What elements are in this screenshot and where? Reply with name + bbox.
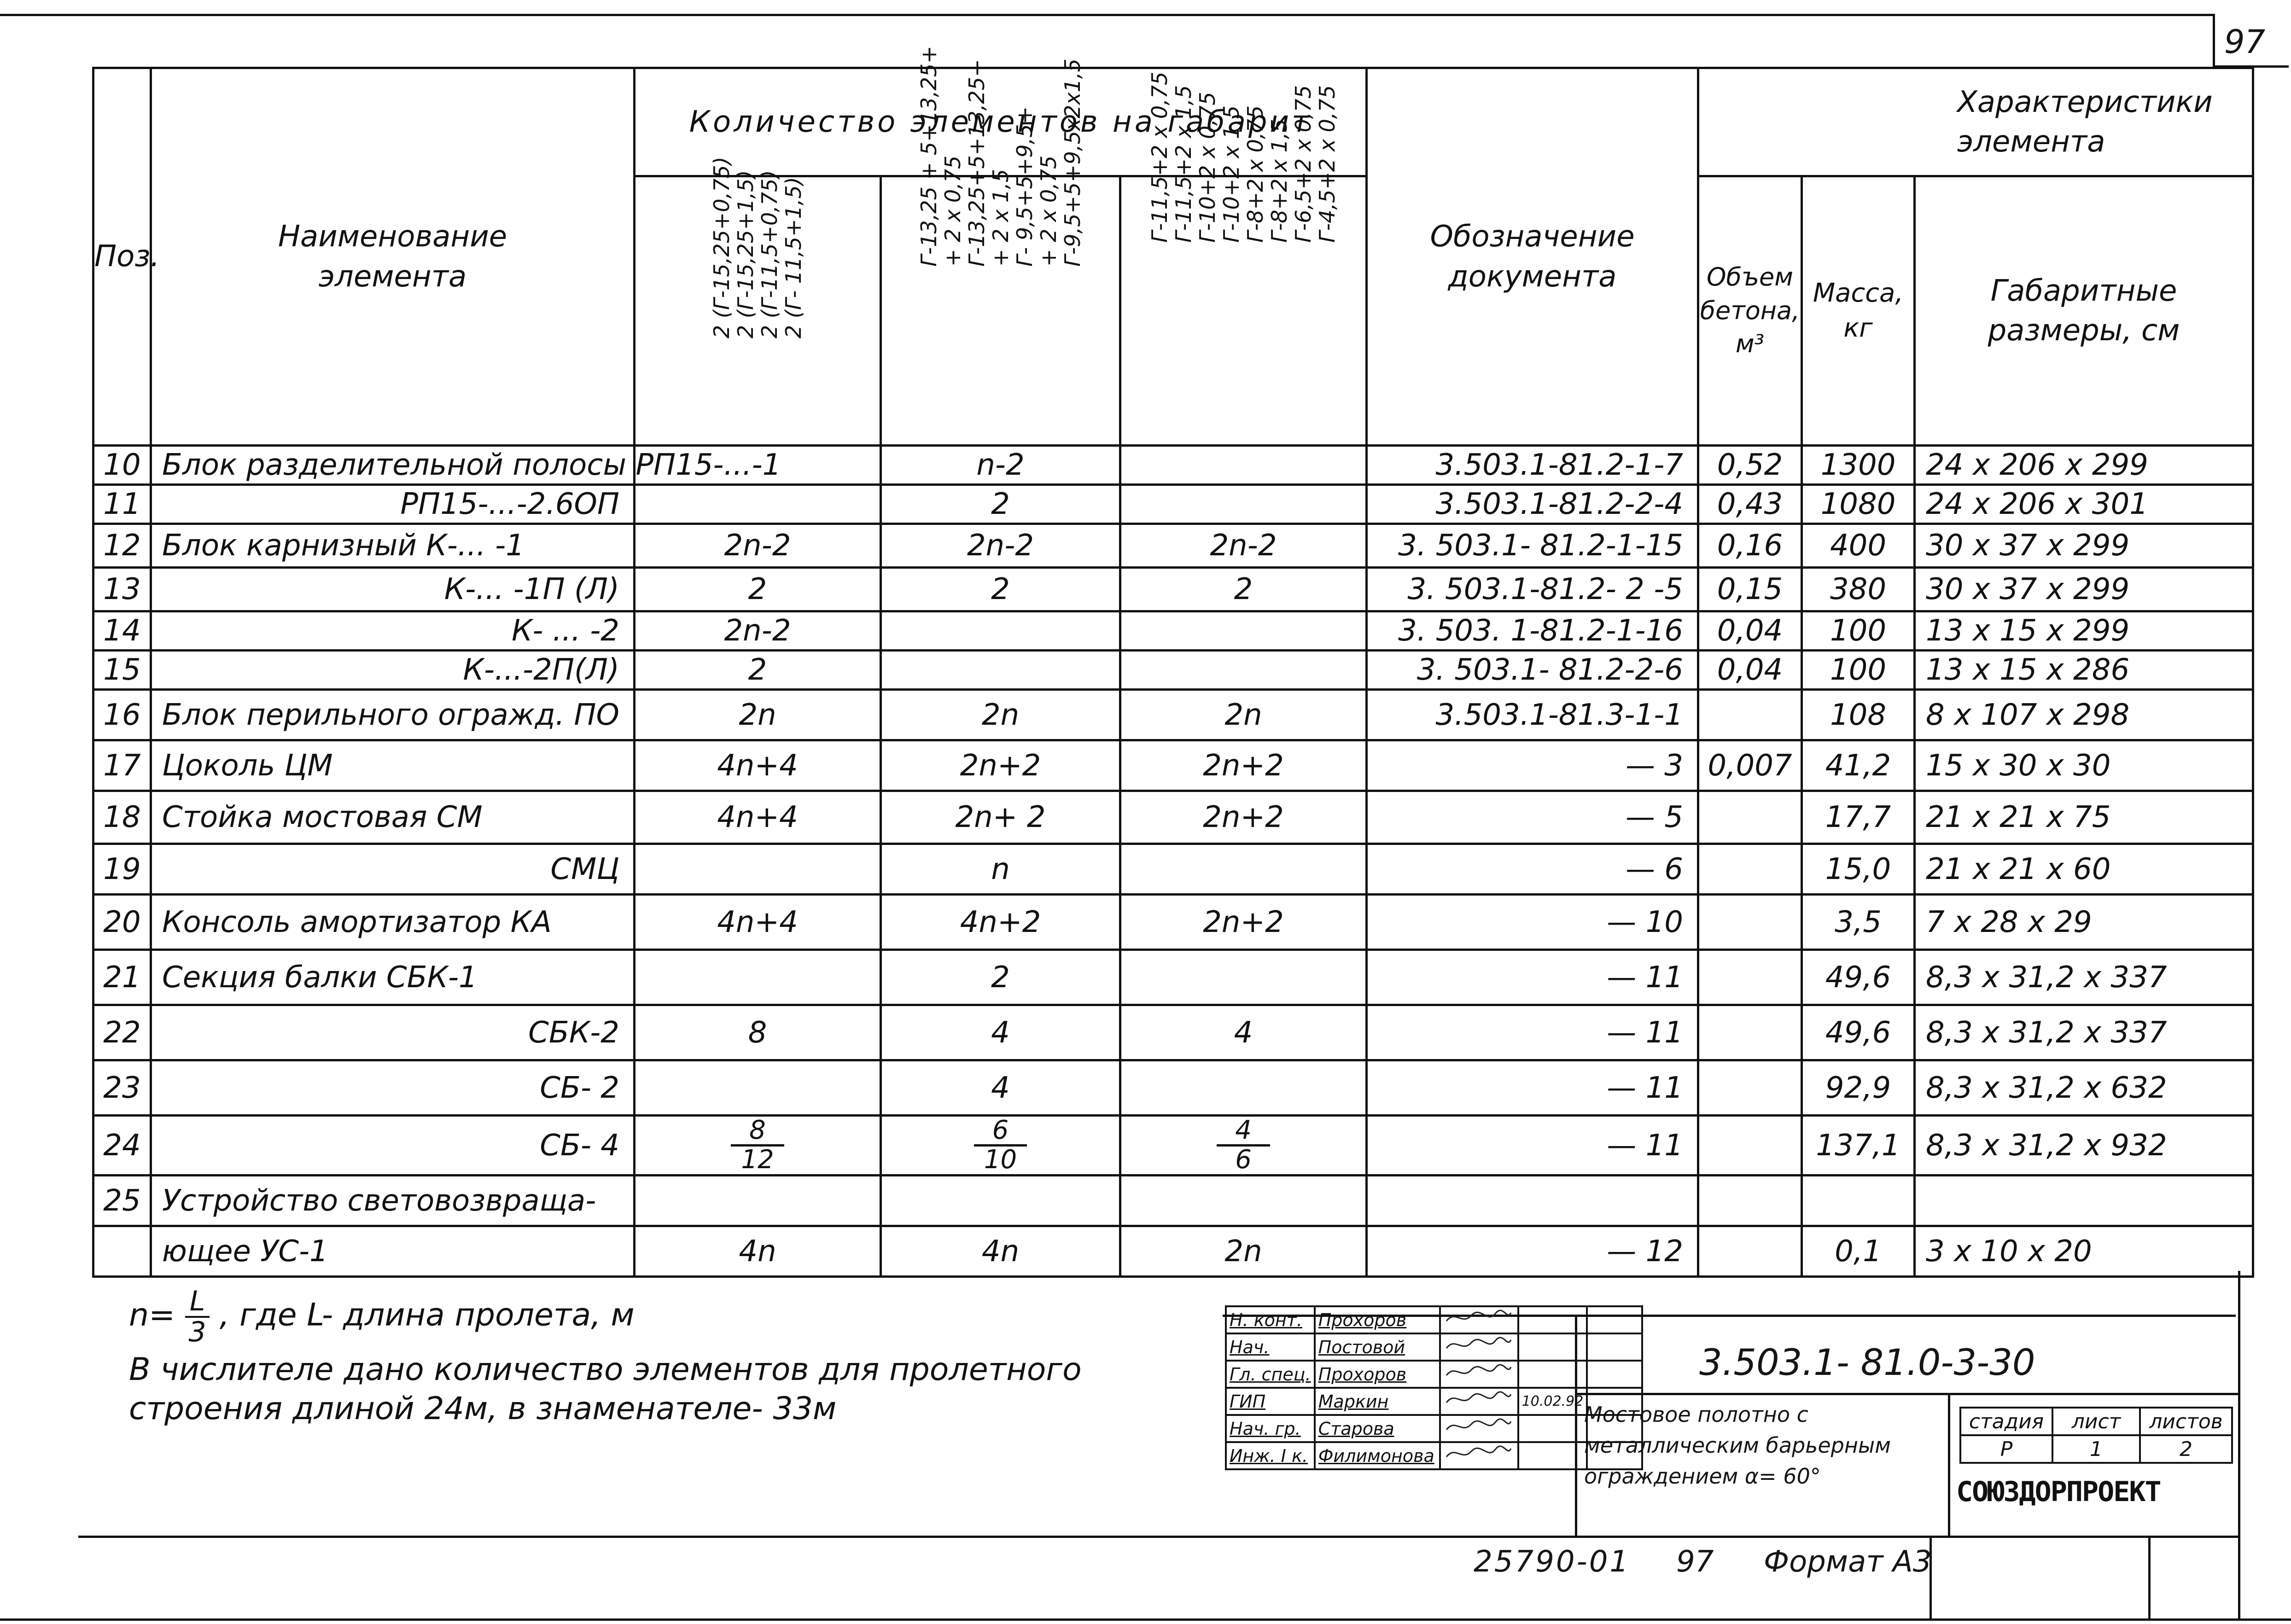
cell-designation: 3.503.1-81.2-1-7 <box>1367 446 1698 485</box>
cell-volume <box>1698 791 1802 844</box>
header-gabarit-3: Г-11,5+2 x 0,75 Г-11,5+2 x 1,5 Г-10+2 x 0,75 Г-10+2 x 1,5 Г-8+2 x 0,75 Г-8+2 x 1,5 Г-6,5+2 x 0,75 Г-4,5+2 x 0,75 <box>1120 176 1367 446</box>
header-name: Наименование элемента <box>151 68 635 446</box>
title-line-1: Мостовое полотно с <box>1584 1402 1808 1427</box>
cell-qty-1: 4n+4 <box>635 895 881 950</box>
cell-designation <box>1367 1176 1698 1226</box>
footer-box-divider <box>2148 1536 2151 1618</box>
cell-qty-3 <box>1120 485 1367 524</box>
cell-designation: 3.503.1-81.3-1-1 <box>1367 690 1698 740</box>
table-row <box>93 1116 2253 1176</box>
cell-qty-2: n <box>881 844 1120 895</box>
cell-dimensions: 30 x 37 x 299 <box>1915 524 2253 568</box>
cell-dimensions: 8,3 x 31,2 x 337 <box>1915 1005 2253 1060</box>
staff-date <box>1518 1442 1587 1469</box>
sheet-number: 97 <box>2224 23 2266 61</box>
cell-designation: 3. 503.1- 81.2-2-6 <box>1367 651 1698 690</box>
cell-name: К-...-2П(Л) <box>151 651 635 690</box>
table-row <box>93 740 2253 791</box>
sheet-label: лист <box>2052 1408 2140 1435</box>
cell-name: Блок перильного огражд. ПО <box>151 690 635 740</box>
cell-pos: 21 <box>93 950 151 1005</box>
staff-row <box>1226 1333 1642 1361</box>
cell-qty-1: 2 <box>635 651 881 690</box>
cell-dimensions: 8,3 x 31,2 x 337 <box>1915 950 2253 1005</box>
sheets-value: 2 <box>2140 1435 2232 1463</box>
cell-pos: 19 <box>93 844 151 895</box>
cell-qty-3: 4 <box>1120 1005 1367 1060</box>
table-row <box>93 568 2253 611</box>
staff-signature <box>1440 1361 1518 1388</box>
specification-table <box>92 46 2254 1278</box>
cell-qty-2 <box>881 1116 1120 1176</box>
cell-mass: 17,7 <box>1802 791 1915 844</box>
cell-name: Блок карнизный К-... -1 <box>151 524 635 568</box>
cell-volume <box>1698 844 1802 895</box>
cell-qty-3 <box>1120 1060 1367 1116</box>
cell-qty-3: 2 <box>1120 568 1367 611</box>
cell-volume <box>1698 1226 1802 1277</box>
cell-qty-1: 2n-2 <box>635 611 881 651</box>
table-row <box>93 611 2253 651</box>
staff-row <box>1226 1415 1642 1442</box>
signature-icon <box>1444 1389 1513 1410</box>
cell-pos: 10 <box>93 446 151 485</box>
cell-volume: 0,52 <box>1698 446 1802 485</box>
cell-pos: 20 <box>93 895 151 950</box>
cell-qty-2: 2n <box>881 690 1120 740</box>
cell-dimensions <box>1915 1176 2253 1226</box>
bottom-frame-line <box>0 1618 2291 1621</box>
cell-mass: 1080 <box>1802 485 1915 524</box>
cell-name: Блок разделительной полосы РП15-...-1 <box>151 446 635 485</box>
header-mass: Масса, кг <box>1802 176 1915 446</box>
cell-designation: 3.503.1-81.2-2-4 <box>1367 485 1698 524</box>
staff-extra <box>1587 1306 1642 1333</box>
cell-dimensions: 8 x 107 x 298 <box>1915 690 2253 740</box>
note-n-rhs: , где L- длина пролета, м <box>219 1297 635 1333</box>
title-code-line <box>1575 1393 2238 1395</box>
cell-qty-2: 2n-2 <box>881 524 1120 568</box>
staff-name: Прохоров <box>1315 1306 1440 1333</box>
fraction-denominator: 12 <box>741 1145 774 1175</box>
cell-volume: 0,16 <box>1698 524 1802 568</box>
cell-qty-1 <box>635 950 881 1005</box>
cell-volume: 0,007 <box>1698 740 1802 791</box>
staff-signatures <box>1225 1305 1643 1470</box>
cell-mass: 3,5 <box>1802 895 1915 950</box>
table-row <box>93 524 2253 568</box>
cell-qty-2: 4n+2 <box>881 895 1120 950</box>
staff-role: Нач. гр. <box>1226 1415 1315 1442</box>
table-row <box>93 446 2253 485</box>
table-row <box>93 690 2253 740</box>
cell-qty-1 <box>635 1176 881 1226</box>
footer-page: 97 <box>1676 1545 1714 1579</box>
cell-qty-1: 8 <box>635 1005 881 1060</box>
staff-name: Маркин <box>1315 1388 1440 1415</box>
cell-pos: 18 <box>93 791 151 844</box>
note-line-2: В числителе дано количество элементов для пролетного <box>129 1351 1082 1388</box>
organization-name: СОЮЗДОРПРОЕКТ <box>1956 1476 2161 1508</box>
note-n-lhs: n= <box>129 1297 175 1333</box>
staff-signature <box>1440 1388 1518 1415</box>
cell-name: К- ... -2 <box>151 611 635 651</box>
cell-qty-2 <box>881 1176 1120 1226</box>
staff-date: 10.02.92 <box>1518 1388 1587 1415</box>
cell-qty-2: 2 <box>881 485 1120 524</box>
cell-name: Цоколь ЦМ <box>151 740 635 791</box>
cell-qty-1: 2 <box>635 568 881 611</box>
stage-label: стадия <box>1960 1408 2052 1435</box>
cell-dimensions: 3 x 10 x 20 <box>1915 1226 2253 1277</box>
staff-date <box>1518 1361 1587 1388</box>
cell-dimensions: 8,3 x 31,2 x 932 <box>1915 1116 2253 1176</box>
staff-name: Постовой <box>1315 1333 1440 1361</box>
signature-icon <box>1444 1416 1513 1437</box>
cell-designation: — 11 <box>1367 1005 1698 1060</box>
staff-signature <box>1440 1333 1518 1361</box>
cell-designation: — 10 <box>1367 895 1698 950</box>
staff-extra <box>1587 1361 1642 1388</box>
sheet-value: 1 <box>2052 1435 2140 1463</box>
cell-name: СБ- 4 <box>151 1116 635 1176</box>
cell-pos: 17 <box>93 740 151 791</box>
cell-mass: 400 <box>1802 524 1915 568</box>
cell-qty-2: n-2 <box>881 446 1120 485</box>
cell-qty-3 <box>1120 1176 1367 1226</box>
cell-qty-3 <box>1120 844 1367 895</box>
cell-qty-3 <box>1120 950 1367 1005</box>
cell-qty-3: 2n+2 <box>1120 895 1367 950</box>
cell-designation: — 3 <box>1367 740 1698 791</box>
header-designation: Обозначение документа <box>1367 68 1698 446</box>
stage-value: Р <box>1960 1435 2052 1463</box>
cell-qty-2: 4 <box>881 1060 1120 1116</box>
signature-icon <box>1444 1362 1513 1383</box>
cell-name: Устройство световозвраща- <box>151 1176 635 1226</box>
cell-pos: 13 <box>93 568 151 611</box>
staff-row <box>1226 1306 1642 1333</box>
table-row <box>93 651 2253 690</box>
cell-name: К-... -1П (Л) <box>151 568 635 611</box>
cell-dimensions: 15 x 30 x 30 <box>1915 740 2253 791</box>
table-row <box>93 950 2253 1005</box>
cell-mass: 49,6 <box>1802 1005 1915 1060</box>
title-block-frame <box>78 1271 2240 1538</box>
cell-dimensions: 7 x 28 x 29 <box>1915 895 2253 950</box>
cell-mass: 0,1 <box>1802 1226 1915 1277</box>
cell-name: СБ- 2 <box>151 1060 635 1116</box>
cell-qty-3: 2n+2 <box>1120 791 1367 844</box>
staff-role: Гл. спец. <box>1226 1361 1315 1388</box>
cell-volume <box>1698 895 1802 950</box>
table-row <box>93 485 2253 524</box>
cell-dimensions: 24 x 206 x 301 <box>1915 485 2253 524</box>
staff-row <box>1226 1442 1642 1469</box>
cell-dimensions: 21 x 21 x 60 <box>1915 844 2253 895</box>
header-gabarit-1: 2 (Г-15,25+0,75) 2 (Г-15,25+1,5) 2 (Г-11,5+0,75) 2 (Г- 11,5+1,5) <box>635 176 881 446</box>
fraction-numerator: 6 <box>974 1117 1027 1147</box>
cell-pos: 14 <box>93 611 151 651</box>
cell-qty-1 <box>635 844 881 895</box>
fraction-numerator: 4 <box>1217 1117 1270 1147</box>
cell-mass <box>1802 1176 1915 1226</box>
staff-extra <box>1587 1333 1642 1361</box>
note-n-num: L <box>185 1287 210 1318</box>
fraction-q1 <box>731 1117 784 1174</box>
table-row <box>93 1226 2253 1277</box>
footer-format: Формат А3 <box>1764 1545 1932 1579</box>
cell-volume <box>1698 1116 1802 1176</box>
cell-qty-2: 2 <box>881 568 1120 611</box>
header-dimensions: Габаритные размеры, см <box>1915 176 2253 446</box>
staff-name: Прохоров <box>1315 1361 1440 1388</box>
cell-pos: 24 <box>93 1116 151 1176</box>
staff-name: Старова <box>1315 1415 1440 1442</box>
cell-volume <box>1698 1176 1802 1226</box>
cell-pos <box>93 1226 151 1277</box>
cell-mass: 137,1 <box>1802 1116 1915 1176</box>
header-quantity: Количество элементов на габарит <box>635 68 1367 176</box>
table-row <box>93 1176 2253 1226</box>
cell-mass: 92,9 <box>1802 1060 1915 1116</box>
cell-qty-1: 4n+4 <box>635 740 881 791</box>
cell-qty-2: 2n+ 2 <box>881 791 1120 844</box>
staff-date <box>1518 1333 1587 1361</box>
cell-qty-1 <box>635 485 881 524</box>
cell-designation: — 11 <box>1367 950 1698 1005</box>
cell-qty-3 <box>1120 611 1367 651</box>
cell-qty-3: 2n <box>1120 690 1367 740</box>
cell-name: РП15-...-2.6ОП <box>151 485 635 524</box>
staff-signature <box>1440 1415 1518 1442</box>
title-line-2: металлическим барьерным <box>1584 1433 1891 1458</box>
fraction-q2 <box>974 1117 1027 1174</box>
title-line-3: ограждением α= 60° <box>1584 1464 1821 1489</box>
staff-date <box>1518 1306 1587 1333</box>
cell-qty-1 <box>635 1116 881 1176</box>
cell-designation: — 12 <box>1367 1226 1698 1277</box>
cell-name: СМЦ <box>151 844 635 895</box>
staff-row <box>1226 1361 1642 1388</box>
cell-qty-2 <box>881 611 1120 651</box>
cell-qty-3: 2n+2 <box>1120 740 1367 791</box>
table-row <box>93 895 2253 950</box>
staff-name: Филимонова <box>1315 1442 1440 1469</box>
staff-extra <box>1587 1388 1642 1415</box>
cell-qty-1: 2n <box>635 690 881 740</box>
cell-qty-1: 4n+4 <box>635 791 881 844</box>
header-characteristics: Характеристики элемента <box>1698 68 2253 176</box>
top-frame-line <box>0 14 2213 16</box>
cell-pos: 15 <box>93 651 151 690</box>
cell-volume <box>1698 1005 1802 1060</box>
staff-extra <box>1587 1442 1642 1469</box>
cell-dimensions: 24 x 206 x 299 <box>1915 446 2253 485</box>
staff-signature <box>1440 1442 1518 1469</box>
cell-pos: 16 <box>93 690 151 740</box>
cell-designation: — 5 <box>1367 791 1698 844</box>
cell-volume: 0,15 <box>1698 568 1802 611</box>
cell-volume: 0,04 <box>1698 611 1802 651</box>
cell-designation: 3. 503.1- 81.2-1-15 <box>1367 524 1698 568</box>
signature-icon <box>1444 1443 1513 1464</box>
cell-qty-2 <box>881 651 1120 690</box>
signature-icon <box>1444 1307 1513 1328</box>
fraction-denominator: 6 <box>1235 1145 1252 1175</box>
staff-signature <box>1440 1306 1518 1333</box>
cell-mass: 100 <box>1802 651 1915 690</box>
cell-qty-1 <box>635 1060 881 1116</box>
table-row <box>93 791 2253 844</box>
staff-role: ГИП <box>1226 1388 1315 1415</box>
title-org-divider <box>1948 1393 1950 1536</box>
cell-name: СБК-2 <box>151 1005 635 1060</box>
cell-qty-3 <box>1120 1116 1367 1176</box>
cell-mass: 108 <box>1802 690 1915 740</box>
cell-dimensions: 13 x 15 x 299 <box>1915 611 2253 651</box>
cell-mass: 100 <box>1802 611 1915 651</box>
cell-qty-2: 4n <box>881 1226 1120 1277</box>
cell-volume <box>1698 690 1802 740</box>
cell-designation: 3. 503.1-81.2- 2 -5 <box>1367 568 1698 611</box>
cell-mass: 15,0 <box>1802 844 1915 895</box>
cell-name: Стойка мостовая СМ <box>151 791 635 844</box>
cell-qty-1: 2n-2 <box>635 524 881 568</box>
cell-dimensions: 8,3 x 31,2 x 632 <box>1915 1060 2253 1116</box>
cell-designation: — 11 <box>1367 1116 1698 1176</box>
staff-row <box>1226 1388 1642 1415</box>
cell-qty-3 <box>1120 651 1367 690</box>
cell-volume <box>1698 950 1802 1005</box>
cell-pos: 23 <box>93 1060 151 1116</box>
cell-qty-2: 4 <box>881 1005 1120 1060</box>
cell-pos: 22 <box>93 1005 151 1060</box>
cell-designation: — 11 <box>1367 1060 1698 1116</box>
header-gabarit-2: Г-13,25 + 5+13,25+ + 2 x 0,75 Г-13,25+5+13,25+ + 2 x 1,5 Г- 9,5+5+9,5+ + 2 x 0,75 Г-9,5+5+9,5x2x1,5 <box>881 176 1120 446</box>
staff-role: Нач. <box>1226 1333 1315 1361</box>
note-n-den: 3 <box>188 1316 206 1348</box>
table-row <box>93 1005 2253 1060</box>
cell-qty-3: 2n <box>1120 1226 1367 1277</box>
staff-date <box>1518 1415 1587 1442</box>
cell-qty-3 <box>1120 446 1367 485</box>
fraction-numerator: 8 <box>731 1117 784 1147</box>
cell-name: ющее УС-1 <box>151 1226 635 1277</box>
cell-name: Консоль амортизатор КА <box>151 895 635 950</box>
table-row <box>93 1060 2253 1116</box>
staff-role: Н. конт. <box>1226 1306 1315 1333</box>
staff-extra <box>1587 1415 1642 1442</box>
sheets-label: листов <box>2140 1408 2232 1435</box>
cell-qty-3: 2n-2 <box>1120 524 1367 568</box>
cell-pos: 12 <box>93 524 151 568</box>
note-line-3: строения длиной 24м, в знаменателе- 33м <box>129 1391 837 1427</box>
footer-box <box>1930 1536 2240 1618</box>
header-volume: Объем бетона, м³ <box>1698 176 1802 446</box>
cell-mass: 380 <box>1802 568 1915 611</box>
cell-name: Секция балки СБК-1 <box>151 950 635 1005</box>
staff-role: Инж. I к. <box>1226 1442 1315 1469</box>
cell-designation: 3. 503. 1-81.2-1-16 <box>1367 611 1698 651</box>
stage-sheet-table <box>1959 1407 2233 1464</box>
cell-mass: 1300 <box>1802 446 1915 485</box>
fraction-q3 <box>1217 1117 1270 1174</box>
cell-volume: 0,04 <box>1698 651 1802 690</box>
cell-designation: — 6 <box>1367 844 1698 895</box>
cell-dimensions: 30 x 37 x 299 <box>1915 568 2253 611</box>
inventory-number: 25790-01 <box>1474 1545 1631 1579</box>
cell-mass: 41,2 <box>1802 740 1915 791</box>
document-code: 3.503.1- 81.0-3-30 <box>1699 1342 2035 1384</box>
cell-dimensions: 13 x 15 x 286 <box>1915 651 2253 690</box>
cell-pos: 11 <box>93 485 151 524</box>
cell-qty-2: 2n+2 <box>881 740 1120 791</box>
fraction-denominator: 10 <box>984 1145 1017 1175</box>
cell-qty-2: 2 <box>881 950 1120 1005</box>
cell-mass: 49,6 <box>1802 950 1915 1005</box>
cell-qty-1: 4n <box>635 1226 881 1277</box>
cell-pos: 25 <box>93 1176 151 1226</box>
cell-volume <box>1698 1060 1802 1116</box>
cell-volume: 0,43 <box>1698 485 1802 524</box>
header-pos: Поз. <box>93 68 151 446</box>
signature-icon <box>1444 1334 1513 1356</box>
cell-dimensions: 21 x 21 x 75 <box>1915 791 2253 844</box>
table-row <box>93 844 2253 895</box>
